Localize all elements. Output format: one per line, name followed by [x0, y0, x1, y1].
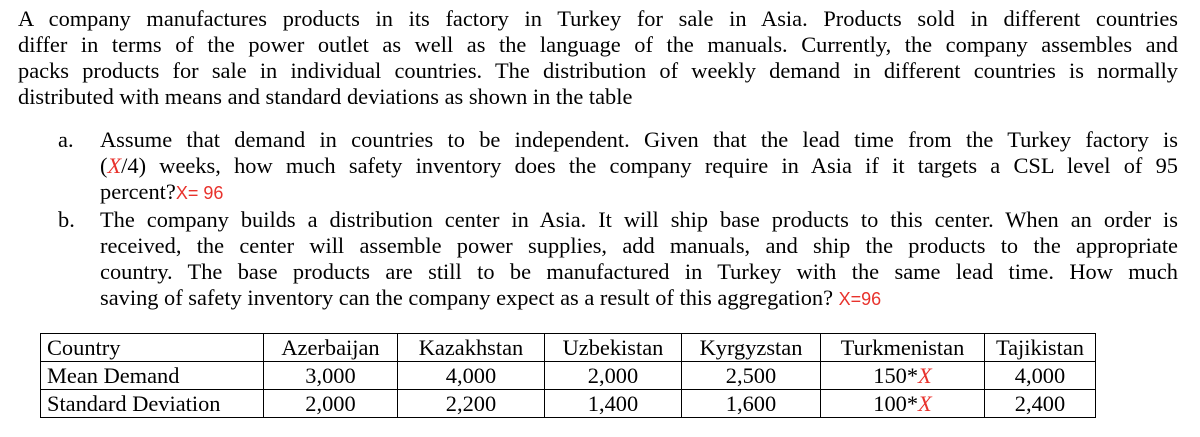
- question-b-line: received, the center will assemble power supplies, add manuals, and ship the products to the appropriate: [100, 233, 1178, 258]
- question-a-line: [100, 179, 1178, 206]
- question-a-marker: a.: [58, 127, 74, 152]
- header-cell: Tajikistan: [985, 334, 1096, 362]
- table-cell: 2,400: [985, 390, 1096, 418]
- question-a-percent: percent?: [100, 179, 176, 204]
- header-cell: Country: [41, 334, 264, 362]
- table-cell: 2,500: [682, 362, 821, 390]
- question-a-text: [100, 127, 1178, 206]
- header-cell: Kyrgyzstan: [682, 334, 821, 362]
- table-row: [41, 390, 1096, 418]
- question-b-note: X=96: [838, 289, 882, 309]
- table-cell: [821, 362, 985, 390]
- question-a-line: Assume that demand in countries to be independent. Given that the lead time from the Turkey factory is: [100, 127, 1178, 152]
- question-b-last: saving of safety inventory can the company expect as a result of this aggregation?: [100, 285, 834, 310]
- header-cell: Uzbekistan: [545, 334, 682, 362]
- question-b-marker: b.: [58, 207, 75, 232]
- table-cell: 1,600: [682, 390, 821, 418]
- cell-number: 150*: [873, 362, 919, 388]
- row-label: Standard Deviation: [41, 390, 264, 418]
- intro-line: A company manufactures products in its factory in Turkey for sale in Asia. Products sold in different countries: [18, 6, 1178, 31]
- table-cell: 2,000: [264, 390, 398, 418]
- intro-line: packs products for sale in individual countries. The distribution of weekly demand in different countries is normally: [18, 58, 1178, 83]
- header-cell: Azerbaijan: [264, 334, 398, 362]
- question-b-line: country. The base products are still to be manufactured in Turkey with the same lead time. How much: [100, 259, 1178, 284]
- header-cell: Kazakhstan: [398, 334, 545, 362]
- table-row: [41, 362, 1096, 390]
- table-cell: [821, 390, 985, 418]
- table-header-row: [41, 334, 1096, 362]
- table-cell: 2,000: [545, 362, 682, 390]
- demand-table: [40, 333, 1096, 418]
- variable-x: X: [918, 362, 932, 388]
- table-cell: 1,400: [545, 390, 682, 418]
- variable-x: X: [107, 153, 122, 178]
- question-b-text: [100, 207, 1178, 312]
- cell-number: 100*: [873, 390, 919, 416]
- header-cell: Turkmenistan: [821, 334, 985, 362]
- intro-line: distributed with means and standard deviations as shown in the table: [18, 84, 633, 109]
- table-cell: 2,200: [398, 390, 545, 418]
- variable-x: X: [918, 390, 932, 416]
- paren: (: [100, 153, 108, 178]
- question-b-line: The company builds a distribution center in Asia. It will ship base products to this center. When an order is: [100, 207, 1178, 232]
- row-label: Mean Demand: [41, 362, 264, 390]
- table-cell: 4,000: [398, 362, 545, 390]
- table-cell: 4,000: [985, 362, 1096, 390]
- question-a-line: [100, 153, 1178, 179]
- problem-intro: [18, 6, 1178, 110]
- intro-line: differ in terms of the power outlet as well as the language of the manuals. Currently, the company assembles and: [18, 32, 1178, 57]
- question-b-line: [100, 285, 1178, 312]
- question-a-note: X= 96: [175, 183, 224, 203]
- question-a-line-rest: /4) weeks, how much safety inventory does the company require in Asia if it targets a CSL level of 95: [121, 153, 1178, 178]
- table-cell: 3,000: [264, 362, 398, 390]
